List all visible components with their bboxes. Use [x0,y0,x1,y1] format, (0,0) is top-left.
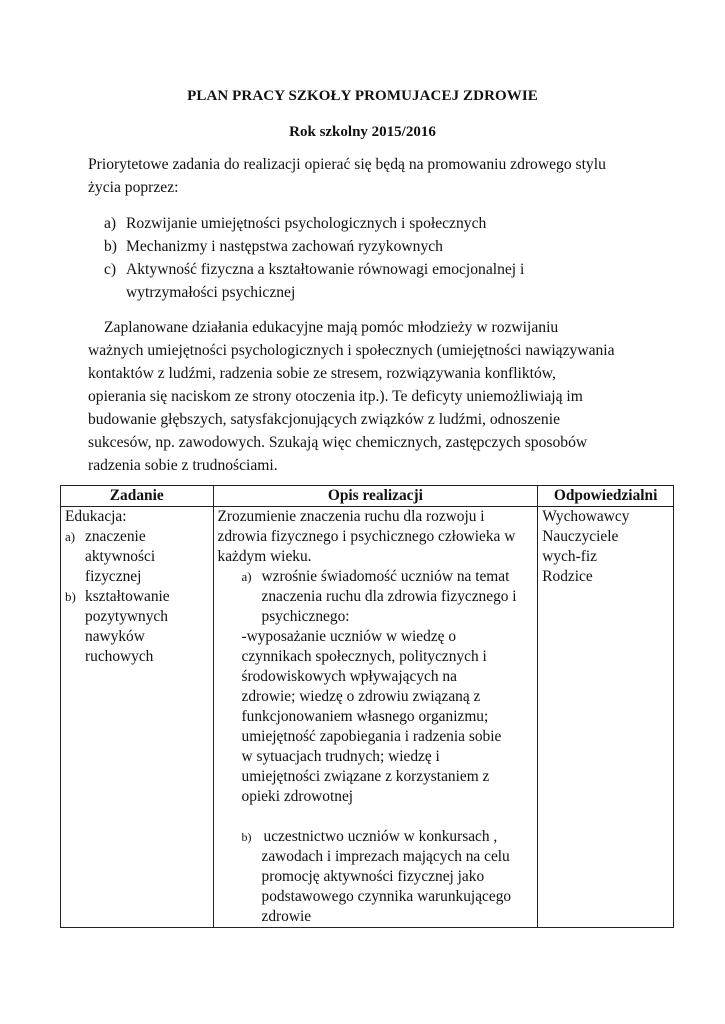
intro-line: życia poprzez: [88,179,179,196]
spacer [218,807,534,827]
paragraph-line: radzenia sobie z trudnościami. [88,457,278,474]
opis-line: w sytuacjach trudnych; wiedzę i [241,748,440,765]
zadanie-item-text: znaczenie [85,528,146,545]
list-item-text: Aktywność fizyczna a kształtowanie równowagi emocjonalnej i [126,261,525,278]
table-header-row [61,486,674,507]
opis-line: zdrowie [261,908,312,925]
list-marker: a) [241,569,252,584]
list-item-text: wytrzymałości psychicznej [126,284,296,301]
zadanie-item-text: pozytywnych [85,608,168,625]
paragraph-line: opierania się naciskom ze strony otoczenia itp.). Te deficyty uniemożliwiają im [88,388,583,405]
list-marker: c) [104,261,117,278]
paragraph-line: budowanie głębszych, satysfakcjonujących związków z ludźmi, odnoszenie [88,411,560,428]
body-paragraph [88,316,654,477]
list-item [104,258,664,304]
opis-line: funkcjonowaniem własnego organizmu; [241,708,489,725]
opis-line: opieki zdrowotnej [241,788,354,805]
priorities-list [104,212,664,304]
zadanie-item [65,587,209,607]
opis-line: czynnikach społecznych, politycznych i [241,648,487,665]
column-header-zadanie: Zadanie [61,486,214,507]
column-header-opis: Opis realizacji [213,486,538,507]
list-marker: a) [104,215,117,232]
paragraph-line: Zaplanowane działania edukacyjne mają pomóc młodzieży w rozwijaniu [104,319,559,336]
list-marker: b) [241,830,252,844]
opis-line: Zrozumienie znaczenia ruchu dla rozwoju i [217,508,485,525]
zadanie-item [65,527,209,547]
opis-line: -wyposażanie uczniów w wiedzę o [241,628,457,645]
cell-opis [213,507,538,928]
zadanie-item-text: kształtowanie [85,588,170,605]
opis-line [218,827,534,847]
opis-line: każdym wieku. [217,548,312,565]
opis-line: środowiskowych wpływających na [241,668,457,685]
zadanie-item-text: aktywności [85,548,156,565]
intro-line: Priorytetowe zadania do realizacji opierać się będą na promowaniu zdrowego stylu [88,156,606,173]
opis-line: zawodach i imprezach mających na celu [261,848,510,865]
paragraph-line: sukcesów, np. zawodowych. Szukają więc chemicznych, zastępczych sposobów [88,434,588,451]
list-marker: b) [65,589,76,604]
document-subtitle: Rok szkolny 2015/2016 [289,124,436,140]
paragraph-line: kontaktów z ludźmi, radzenia sobie ze stresem, rozwiązywania konfliktów, [88,365,556,382]
cell-odpowiedzialni [538,507,674,928]
odpowiedzialni-line: Wychowawcy [542,508,630,525]
document-title: PLAN PRACY SZKOŁY PROMUJACEJ ZDROWIE [187,88,538,104]
odpowiedzialni-line: Nauczyciele [542,528,619,545]
opis-line-text: wzrośnie świadomość uczniów na temat [261,568,510,585]
zadanie-item-text: nawyków [85,628,145,645]
zadanie-heading: Edukacja: [65,508,127,525]
opis-line: znaczenia ruchu dla zdrowia fizycznego i [261,588,517,605]
opis-line: umiejętność zapobiegania i radzenia sobie [241,728,502,745]
opis-line-text: uczestnictwo uczniów w konkursach , [263,828,498,845]
paragraph-line: ważnych umiejętności psychologicznych i społecznych (umiejętności nawiązywania [88,342,615,359]
zadanie-item-text: ruchowych [85,648,154,665]
list-item [104,212,664,235]
opis-line [218,567,534,587]
list-marker: a) [65,529,76,544]
list-item [104,235,664,258]
list-item-text: Mechanizmy i następstwa zachowań ryzykownych [126,238,443,255]
column-header-odpowiedzialni: Odpowiedzialni [538,486,674,507]
opis-line: psychicznego: [261,608,350,625]
opis-line: podstawowego czynnika warunkującego [261,888,512,905]
list-item-text: Rozwijanie umiejętności psychologicznych i społecznych [126,215,487,232]
table-row [61,507,674,928]
opis-line: zdrowie; wiedzę o zdrowiu związaną z [241,688,481,705]
intro-text [88,153,648,199]
opis-line: umiejętności związane z korzystaniem z [241,768,490,785]
plan-table [60,485,674,928]
zadanie-item-text: fizycznej [85,568,142,585]
cell-zadanie [61,507,214,928]
opis-line: zdrowia fizycznego i psychicznego człowieka w [217,528,516,545]
list-marker: b) [104,238,117,255]
odpowiedzialni-line: Rodzice [542,568,593,585]
odpowiedzialni-line: wych-fiz [542,548,597,565]
opis-line: promocję aktywności fizycznej jako [261,868,485,885]
